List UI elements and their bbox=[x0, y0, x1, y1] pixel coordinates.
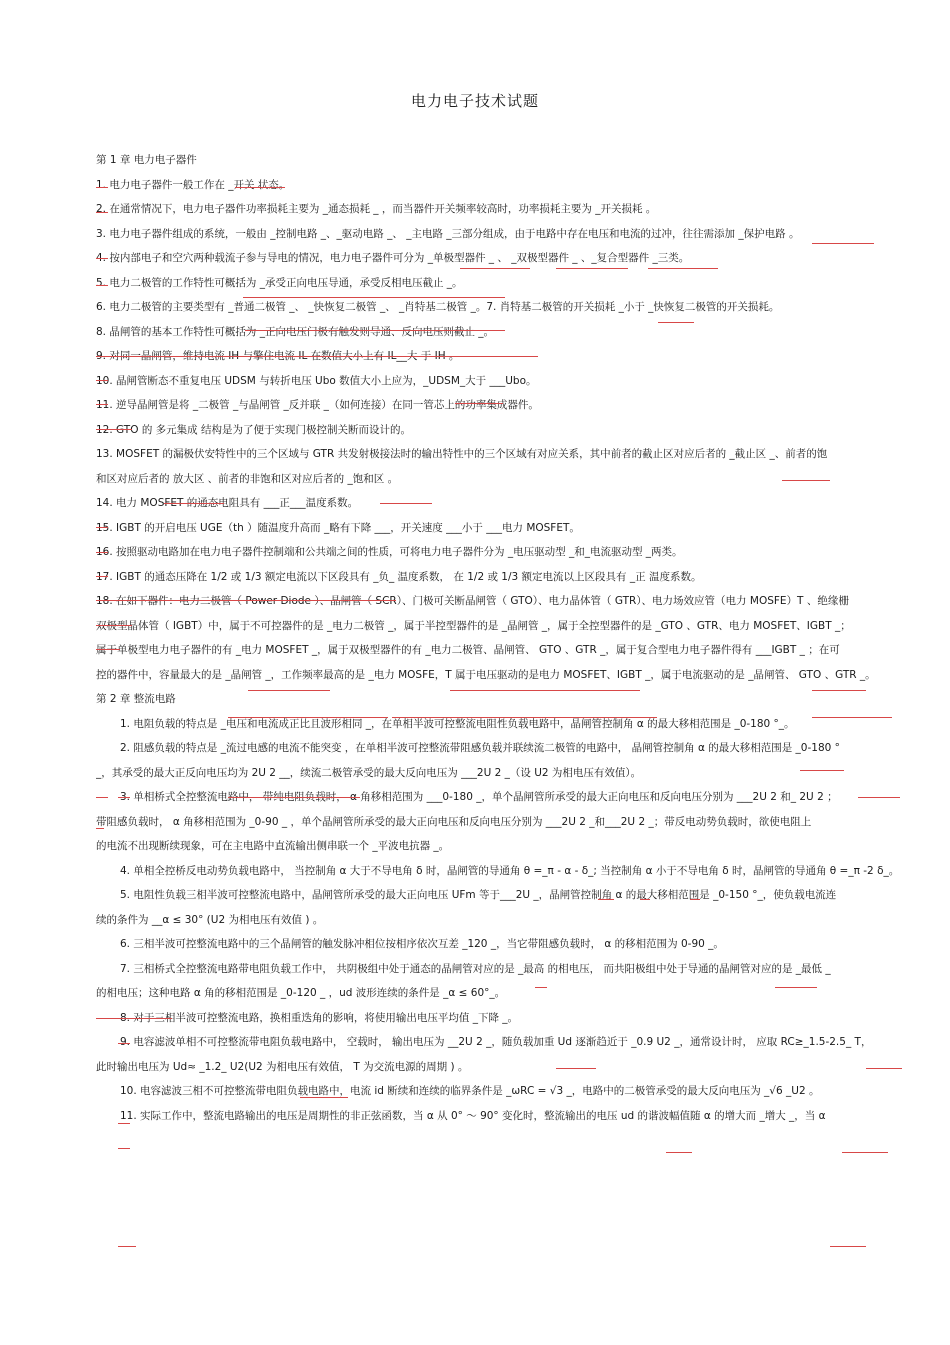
question-line: 1. 电阻负载的特点是 _电压和电流成正比且波形相同 _，在单相半波可控整流电阻性负载电路中，晶闸管控制角 α 的最大移相范围是 _0-180 °_。 bbox=[120, 717, 795, 730]
question-line: 3. 电力电子器件组成的系统，一般由 _控制电路 _、_驱动电路 _、 _主电路 _三部分组成，由于电路中存在电压和电流的过冲，往往需添加 _保护电路 。 bbox=[96, 227, 800, 240]
question-line: 的电流不出现断续现象，可在主电路中直流输出侧串联一个 _平波电抗器 _。 bbox=[96, 840, 450, 852]
red-underline bbox=[380, 503, 432, 504]
red-underline bbox=[118, 797, 130, 798]
page-title: 电力电子技术试题 bbox=[410, 92, 539, 110]
red-underline bbox=[460, 268, 530, 269]
chapter-heading: 第 2 章 整流电路 bbox=[96, 693, 176, 705]
red-underline bbox=[812, 717, 892, 718]
question-line: 双极型晶体管（ IGBT）中，属于不可控器件的是 _电力二极管 _，属于半控型器件的是 _晶闸管 _，属于全控型器件的是 _GTO 、GTR、电力 MOSFET、IGBT _； bbox=[96, 619, 851, 632]
red-underline bbox=[96, 187, 108, 188]
question-line: 9. 电容滤波单相不可控整流带电阻负载电路中， 空载时， 输出电压为 __2U 2 _，随负载加重 Ud 逐渐趋近于 _0.9 U2 _，通常设计时， 应取 RC≥_1.5-2.5_ T， bbox=[120, 1036, 872, 1048]
question-line: 18. 在如下器件：电力二极管（ Power Diode ）、晶闸管（ SCR）、门极可关断晶闸管（ GTO）、电力晶体管（ GTR）、电力场效应管（电力 MOSFE）T 、绝缘栅 bbox=[96, 595, 849, 607]
red-underline bbox=[775, 987, 817, 988]
red-underline bbox=[243, 297, 505, 298]
question-line: 5. 电阻性负载三相半波可控整流电路中，晶闸管所承受的最大正向电压 UFm 等于___2U _，晶闸管控制角 α 的最大移相范围是 _0-150 °_，使负载电流连 bbox=[120, 889, 837, 901]
red-underline bbox=[812, 690, 866, 691]
question-line: 的相电压；这种电路 α 角的移相范围是 _0-120 _ ，ud 波形连续的条件是 _α ≤ 60°_。 bbox=[96, 987, 506, 999]
red-underline bbox=[248, 690, 330, 691]
question-line: 11. 逆导晶闸管是将 _二极管 _与晶闸管 _反并联 _（如何连接）在同一管芯上的功率集成器件。 bbox=[96, 399, 539, 411]
red-underline bbox=[666, 1152, 692, 1153]
exam-content bbox=[96, 148, 916, 1128]
red-underline bbox=[96, 380, 108, 381]
question-line: 16. 按照驱动电路加在电力电子器件控制端和公共端之间的性质，可将电力电子器件分为 _电压驱动型 _和_电流驱动型 _两类。 bbox=[96, 546, 683, 558]
red-underline bbox=[96, 600, 396, 601]
question-line: 12. GTO 的 多元集成 结构是为了便于实现门极控制关断而设计的。 bbox=[96, 423, 411, 436]
red-underline bbox=[228, 797, 360, 798]
red-underline bbox=[96, 527, 108, 528]
red-underline bbox=[300, 1097, 348, 1098]
question-line: 14. 电力 MOSFET 的通态电阻具有 ___正___温度系数。 bbox=[96, 497, 359, 509]
question-line: 2. 阻感负载的特点是 _流过电感的电流不能突变 ，在单相半波可控整流带阻感负载并联续流二极管的电路中， 晶闸管控制角 α 的最大移相范围是 _0-180 ° bbox=[120, 742, 840, 754]
red-underline bbox=[812, 243, 874, 244]
red-underline bbox=[842, 1152, 888, 1153]
red-underline bbox=[556, 1068, 596, 1069]
red-underline bbox=[858, 797, 900, 798]
red-underline bbox=[800, 770, 844, 771]
question-line: 8. 晶闸管的基本工作特性可概括为 _正向电压门极有触发则导通、反向电压则截止 _。 bbox=[96, 325, 495, 338]
red-underline bbox=[96, 649, 120, 650]
red-underline bbox=[96, 429, 132, 430]
chapter-heading: 第 1 章 电力电子器件 bbox=[96, 154, 197, 166]
question-line: 11. 实际工作中，整流电路输出的电压是周期性的非正弦函数，当 α 从 0° ～ 90° 变化时，整流输出的电压 ud 的谐波幅值随 α 的增大而 _增大 _，当 α bbox=[120, 1109, 826, 1122]
red-underline bbox=[866, 1068, 902, 1069]
red-underline bbox=[118, 1246, 136, 1247]
question-line: 17. IGBT 的通态压降在 1/2 或 1/3 额定电流以下区段具有 _负_ 温度系数， 在 1/2 或 1/3 额定电流以上区段具有 _正 温度系数。 bbox=[96, 570, 702, 583]
red-underline bbox=[96, 212, 108, 213]
question-line: 4. 单相全控桥反电动势负载电路中， 当控制角 α 大于不导电角 δ 时，晶闸管的导通角 θ =_π - α - δ_; 当控制角 α 小于不导电角 δ 时，晶闸管的导通角 θ =_π -2 δ_。 bbox=[120, 864, 900, 877]
red-underline bbox=[235, 187, 285, 188]
red-underline bbox=[96, 1018, 172, 1019]
red-underline bbox=[96, 625, 132, 626]
red-underline bbox=[96, 552, 108, 553]
red-underline bbox=[658, 322, 694, 323]
question-line: 3. 单相桥式全控整流电路中， 带纯电阻负载时， α 角移相范围为 ___0-180 _，单个晶闸管所承受的最大正向电压和反向电压分别为 ___2U 2 和_ 2U 2 ； bbox=[120, 791, 838, 803]
question-line: 5. 电力二极管的工作特性可概括为 _承受正向电压导通，承受反相电压截止 _。 bbox=[96, 276, 463, 289]
question-line: 10. 晶闸管断态不重复电压 UDSM 与转折电压 Ubo 数值大小上应为，_UDSM_大于 ___Ubo。 bbox=[96, 374, 537, 387]
red-underline bbox=[228, 717, 388, 718]
question-line: 6. 三相半波可控整流电路中的三个晶闸管的触发脉冲相位按相序依次互差 _120 _，当它带阻感负载时， α 的移相范围为 0-90 _。 bbox=[120, 938, 724, 950]
red-underline bbox=[96, 828, 104, 829]
question-line: 8. 对于三相半波可控整流电路，换相重迭角的影响，将使用输出电压平均值 _下降 _。 bbox=[120, 1011, 519, 1024]
red-underline bbox=[96, 576, 108, 577]
red-underline bbox=[830, 1246, 866, 1247]
question-line: 续的条件为 __α ≤ 30° (U2 为相电压有效值 ) 。 bbox=[96, 913, 324, 926]
red-underline bbox=[782, 480, 830, 481]
red-underline bbox=[450, 690, 640, 691]
red-underline bbox=[535, 987, 547, 988]
question-line: 13. MOSFET 的漏极伏安特性中的三个区域与 GTR 共发射极接法时的输出特性中的三个区域有对应关系，其中前者的截止区对应后者的 _截止区 _、前者的饱 bbox=[96, 448, 828, 460]
question-line: 1. 电力电子器件一般工作在 _开关 状态。 bbox=[96, 178, 290, 191]
red-underline bbox=[96, 797, 108, 798]
red-underline bbox=[96, 258, 108, 259]
question-line: 控的器件中，容量最大的是 _晶闸管 _，工作频率最高的是 _电力 MOSFE，T 属于电压驱动的是电力 MOSFET、IGBT _，属于电流驱动的是 _晶闸管、 GTO 、GTR _。 bbox=[96, 668, 876, 681]
question-line: 属于单极型电力电子器件的有 _电力 MOSFET _，属于双极型器件的有 _电力二极管、晶闸管、 GTO 、GTR _，属于复合型电力电子器件得有 ___IGBT _ ；在可 bbox=[96, 644, 840, 656]
question-line: 9. 对同一晶闸管，维持电流 IH 与擎住电流 IL 在数值大小上有 IL__大 于 IH 。 bbox=[96, 350, 460, 362]
red-underline bbox=[640, 899, 650, 900]
question-line: _，其承受的最大正反向电压均为 2U 2 __，续流二极管承受的最大反向电压为 ___2U 2 _（设 U2 为相电压有效值）。 bbox=[96, 766, 642, 779]
red-underline bbox=[96, 404, 108, 405]
red-underline bbox=[556, 268, 628, 269]
question-line: 4. 按内部电子和空穴两种载流子参与导电的情况，电力电子器件可分为 _单极型器件 _ 、 _双极型器件 _ 、_复合型器件 _三类。 bbox=[96, 252, 690, 264]
question-line: 带阻感负载时， α 角移相范围为 _0-90 _ ，单个晶闸管所承受的最大正向电压和反向电压分别为 ___2U 2 _和___2U 2 _；带反电动势负载时，欲使电阻上 bbox=[96, 815, 812, 828]
question-line: 6. 电力二极管的主要类型有 _普通二极管 _、 _快恢复二极管 _、 _肖特基二极管 _。7. 肖特基二极管的开关损耗 _小于 _快恢复二极管的开关损耗。 bbox=[96, 301, 780, 313]
red-underline bbox=[690, 899, 700, 900]
red-underline bbox=[118, 1043, 130, 1044]
question-line: 此时输出电压为 Ud≈ _1.2_ U2(U2 为相电压有效值， T 为交流电源的周期 ) 。 bbox=[96, 1060, 469, 1073]
red-underline bbox=[392, 717, 657, 718]
question-line: 7. 三相桥式全控整流电路带电阻负载工作中， 共阴极组中处于通态的晶闸管对应的是 _最高 的相电压， 而共阳极组中处于导通的晶闸管对应的是 _最低 _ bbox=[120, 962, 831, 975]
question-line: 15. IGBT 的开启电压 UGE（th ）随温度升高而 _略有下降 ___，开关速度 ___小于 ___电力 MOSFET。 bbox=[96, 521, 580, 534]
red-underline bbox=[96, 356, 538, 357]
question-line: 10. 电容滤波三相不可控整流带电阻负载电路中，电流 id 断续和连续的临界条件是 _ωRC = √3 _，电路中的二极管承受的最大反向电压为 _√6 _U2 。 bbox=[120, 1085, 820, 1097]
red-underline bbox=[245, 330, 505, 331]
red-underline bbox=[598, 899, 614, 900]
red-underline bbox=[455, 403, 503, 404]
question-line: 2. 在通常情况下，电力电子器件功率损耗主要为 _通态损耗 _ ，而当器件开关频率较高时，功率损耗主要为 _开关损耗 。 bbox=[96, 203, 657, 215]
question-line: 和区对应后者的 放大区 、前者的非饱和区对应后者的 _饱和区 。 bbox=[96, 472, 399, 485]
red-underline bbox=[118, 1123, 130, 1124]
red-underline bbox=[648, 268, 718, 269]
red-underline bbox=[164, 503, 224, 504]
red-underline bbox=[96, 285, 108, 286]
red-underline bbox=[118, 1148, 130, 1149]
